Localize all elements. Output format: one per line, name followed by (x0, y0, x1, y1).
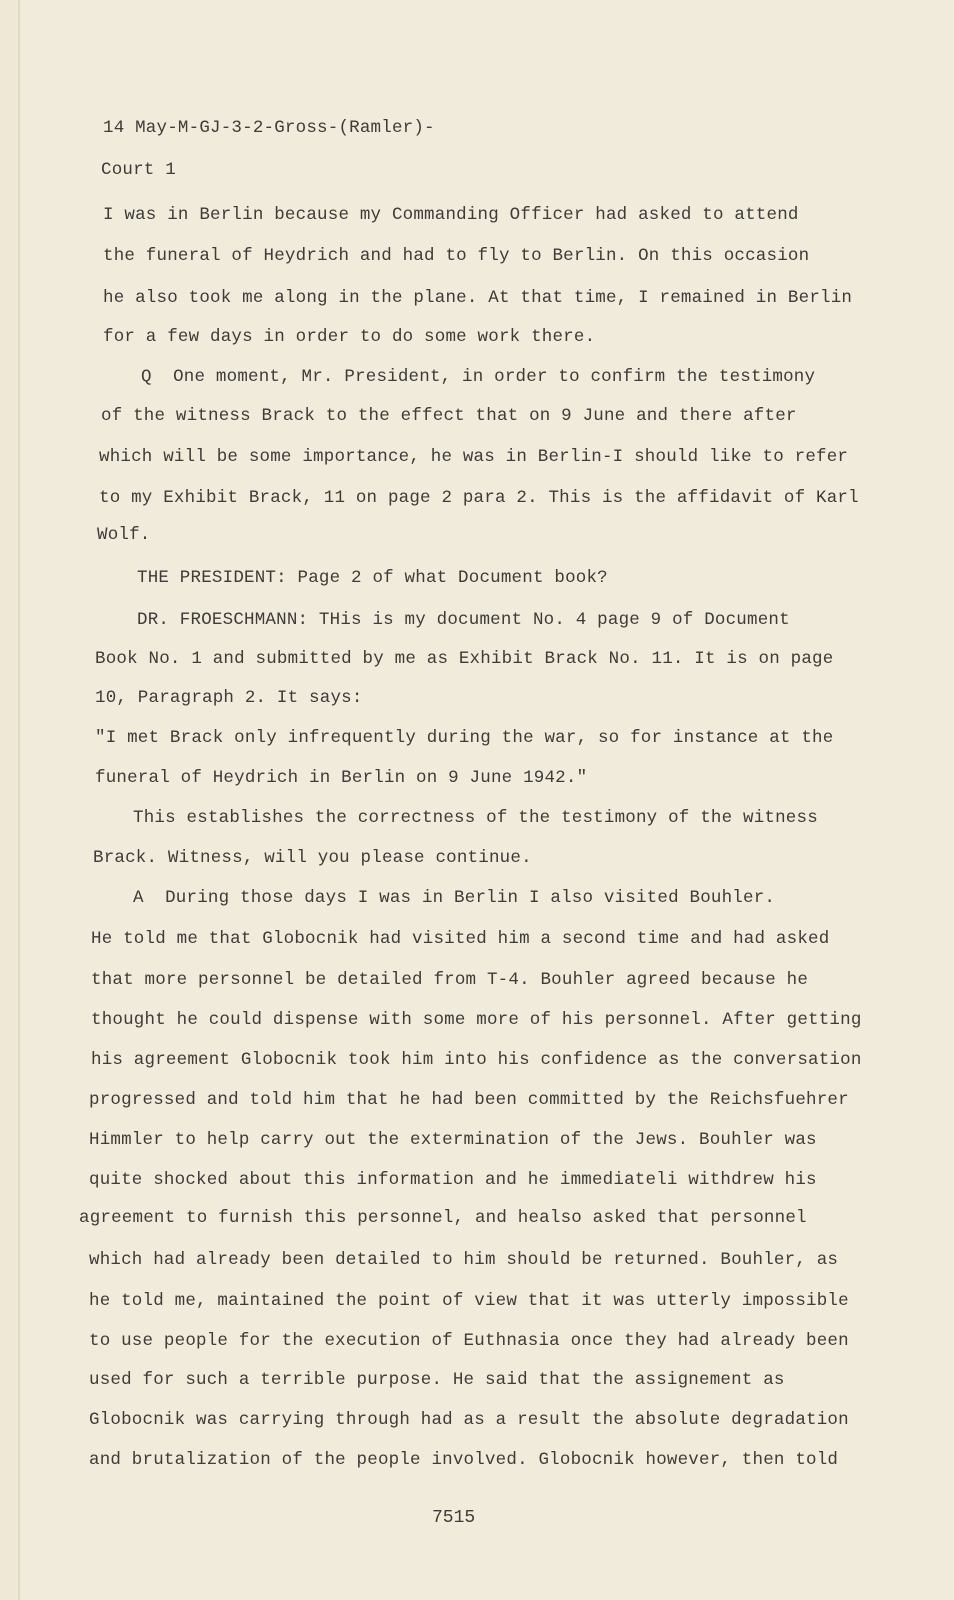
transcript-line: quite shocked about this information and he immediateli withdrew his (89, 1170, 817, 1190)
transcript-line: This establishes the correctness of the testimony of the witness (133, 808, 818, 828)
transcript-line: thought he could dispense with some more of his personnel. After getting (91, 1010, 862, 1030)
transcript-line: Brack. Witness, will you please continue. (93, 848, 532, 868)
transcript-line: his agreement Globocnik took him into his confidence as the conversation (91, 1050, 862, 1070)
transcript-line: of the witness Brack to the effect that on 9 June and there after (101, 406, 797, 426)
page-number: 7515 (432, 1508, 476, 1528)
transcript-line: he also took me along in the plane. At that time, I remained in Berlin (103, 288, 853, 308)
transcript-line: A During those days I was in Berlin I also visited Bouhler. (133, 888, 776, 908)
transcript-line: agreement to furnish this personnel, and healso asked that personnel (79, 1208, 807, 1228)
transcript-line: THE PRESIDENT: Page 2 of what Document book? (137, 568, 608, 588)
transcript-line: which had already been detailed to him should be returned. Bouhler, as (89, 1250, 839, 1270)
transcript-line: Wolf. (97, 525, 151, 545)
transcript-line: I was in Berlin because my Commanding Officer had asked to attend (103, 205, 799, 225)
transcript-line: that more personnel be detailed from T-4. Bouhler agreed because he (91, 970, 809, 990)
transcript-line: he told me, maintained the point of view that it was utterly impossible (89, 1291, 849, 1311)
transcript-line: He told me that Globocnik had visited him a second time and had asked (91, 929, 830, 949)
transcript-line: funeral of Heydrich in Berlin on 9 June 1942." (95, 768, 588, 788)
court-label: Court 1 (101, 160, 176, 180)
transcript-line: 10, Paragraph 2. It says: (95, 688, 363, 708)
transcript-line: Book No. 1 and submitted by me as Exhibit Brack No. 11. It is on page (95, 649, 834, 669)
transcript-line: to use people for the execution of Euthnasia once they had already been (89, 1331, 849, 1351)
transcript-line: progressed and told him that he had been committed by the Reichsfuehrer (89, 1090, 849, 1110)
transcript-line: for a few days in order to do some work there. (103, 327, 596, 347)
transcript-line: Q One moment, Mr. President, in order to confirm the testimony (141, 367, 816, 387)
transcript-line: to my Exhibit Brack, 11 on page 2 para 2. This is the affidavit of Karl (99, 488, 859, 508)
transcript-line: Globocnik was carrying through had as a result the absolute degradation (89, 1410, 849, 1430)
document-header: 14 May-M-GJ-3-2-Gross-(Ramler)- (103, 118, 435, 138)
transcript-line: Himmler to help carry out the extermination of the Jews. Bouhler was (89, 1130, 817, 1150)
transcript-line: "I met Brack only infrequently during the war, so for instance at the (95, 728, 834, 748)
transcript-line: the funeral of Heydrich and had to fly to Berlin. On this occasion (103, 246, 810, 266)
transcript-line: and brutalization of the people involved. Globocnik however, then told (89, 1450, 839, 1470)
transcript-line: which will be some importance, he was in Berlin-I should like to refer (99, 447, 849, 467)
transcript-line: used for such a terrible purpose. He said that the assignement as (89, 1370, 785, 1390)
transcript-line: DR. FROESCHMANN: THis is my document No. 4 page 9 of Document (137, 610, 790, 630)
